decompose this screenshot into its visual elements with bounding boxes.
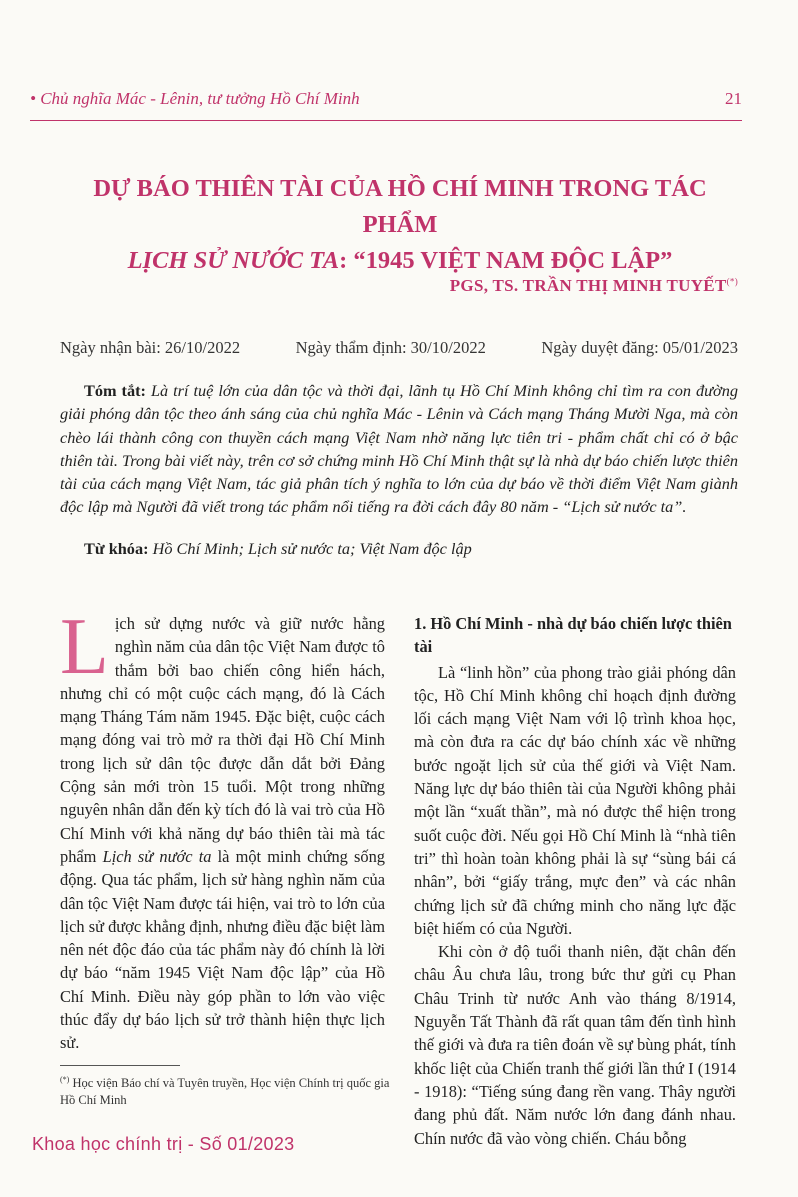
- header-rule: [30, 120, 742, 121]
- body-paragraph-1: Là “linh hồn” của phong trào giải phóng dân tộc, Hồ Chí Minh không chỉ hoạch định đường lối cách mạng Việt Nam với lộ trình khoa học, mà còn đưa ra các dự báo chính xác về những bước ngoặt lịch sử của thế giới và Việt Nam. Năng lực dự báo thiên tài của Người không phải một lần “xuất thần”, mà nó được thể hiện trong suốt cuộc đời. Nếu gọi Hồ Chí Minh là “nhà tiên tri” thì hoàn toàn không phải là sự “sùng bái cá nhân”, bởi “giấy trắng, mực đen” và các nhân chứng lịch sử đã chứng minh cho năng lực đặc biệt hiếm có của Người.: [414, 662, 736, 938]
- title-line-1: DỰ BÁO THIÊN TÀI CỦA HỒ CHÍ MINH TRONG TÁC PHẨM: [93, 175, 707, 238]
- intro-text-1: ịch sử dựng nước và giữ nước hằng nghìn năm của dân tộc Việt Nam được tô thắm bởi bao chiến công hiển hách, nhưng chỉ có một cuộc cách mạng, đó là Cách mạng Tháng Tám năm 1945. Đặc biệt, cuộc cách mạng đóng vai trò mở ra thời đại Hồ Chí Minh trong lịch sử dân tộc được dẫn dắt bởi Đảng Cộng sản mới tròn 15 tuổi. Một trong những nguyên nhân dẫn đến kỳ tích đó là vai trò của Hồ Chí Minh với khả năng dự báo thiên tài mà tác phẩm: [60, 614, 385, 866]
- abstract-label: Tóm tắt:: [84, 381, 146, 400]
- author-footnote-mark: (*): [726, 276, 738, 287]
- page-number: 21: [725, 89, 742, 108]
- body-paragraph-2: Khi còn ở độ tuổi thanh niên, đặt chân đến châu Âu chưa lâu, trong bức thư gửi cụ Phan Châu Trinh từ nước Anh vào tháng 8/1914, Nguyễn Tất Thành đã rất quan tâm đến tình hình thế giới và đưa ra tiên đoán về sự bùng phát, tính khốc liệt của Chiến tranh thế giới lần thứ I (1914 - 1918): “Tiếng súng đang rền vang. Thây người đang phủ đất. Năm nước lớn đang đánh nhau. Chín nước đã vào vòng chiến. Cháu bỗng: [414, 942, 736, 1148]
- author-name: PGS, TS. TRẦN THỊ MINH TUYẾT: [449, 276, 727, 295]
- intro-work-name: Lịch sử nước ta: [102, 846, 212, 866]
- section-heading: 1. Hồ Chí Minh - nhà dự báo chiến lược thiên tài: [414, 614, 732, 657]
- drop-cap: L: [60, 603, 109, 691]
- footnote-mark: (*): [60, 1075, 70, 1084]
- footnote: [60, 1071, 390, 1109]
- footnote-rule: [60, 1065, 180, 1066]
- title-line-2: [60, 243, 740, 279]
- footnote-text: Học viện Báo chí và Tuyên truyền, Học viện Chính trị quốc gia Hồ Chí Minh: [60, 1076, 390, 1108]
- title-line-2-rest: : “1945 VIỆT NAM ĐỘC LẬP”: [339, 247, 673, 274]
- journal-footer: Khoa học chính trị - Số 01/2023: [32, 1134, 295, 1154]
- keywords-label: Từ khóa:: [84, 539, 149, 558]
- running-header: [30, 87, 742, 117]
- keywords: [84, 539, 472, 559]
- title-work-name: LỊCH SỬ NƯỚC TA: [127, 247, 340, 274]
- date-reviewed: Ngày thẩm định: 30/10/2022: [295, 338, 486, 357]
- abstract-text: Là trí tuệ lớn của dân tộc và thời đại, lãnh tụ Hồ Chí Minh không chỉ tìm ra con đường giải phóng dân tộc theo ánh sáng của chủ nghĩa Mác - Lênin và Cách mạng Tháng Mười Nga, mà còn chèo lái thành công con thuyền cách mạng Việt Nam nhờ năng lực tiên tri - phẩm chất chỉ có ở bậc thiên tài. Trong bài viết này, trên cơ sở chứng minh Hồ Chí Minh thật sự là nhà dự báo chiến lược thiên tài của cách mạng Việt Nam, tác giả phân tích ý nghĩa to lớn của dự báo về thời điểm Việt Nam giành độc lập mà Người đã viết trong tác phẩm nổi tiếng ra đời cách đây 80 năm - “Lịch sử nước ta”.: [60, 381, 739, 517]
- left-column: [60, 603, 386, 1055]
- intro-text-2: là một minh chứng sống động. Qua tác phẩm, lịch sử hàng nghìn năm của dân tộc Việt Nam được tái hiện, vai trò to lớn của lịch sử được khẳng định, nhưng điều đặc biệt làm nên nét độc đáo của tác phẩm này đó chính là lời dự báo “năm 1945 Việt Nam độc lập” của Hồ Chí Minh. Điều này góp phần to lớn vào việc thúc đẩy dự báo lịch sử trở thành hiện thực lịch sử.: [60, 846, 386, 1053]
- right-column: [414, 612, 736, 1150]
- intro-paragraph: [60, 603, 386, 1055]
- section-title: • Chủ nghĩa Mác - Lênin, tư tưởng Hồ Chí Minh: [30, 89, 360, 108]
- date-approved: Ngày duyệt đăng: 05/01/2023: [541, 338, 738, 357]
- article-dates: [60, 338, 738, 358]
- abstract: [60, 379, 738, 519]
- author: [450, 276, 738, 296]
- date-received: Ngày nhận bài: 26/10/2022: [60, 338, 241, 357]
- keywords-text: Hồ Chí Minh; Lịch sử nước ta; Việt Nam độc lập: [152, 539, 472, 558]
- article-title: [60, 171, 740, 279]
